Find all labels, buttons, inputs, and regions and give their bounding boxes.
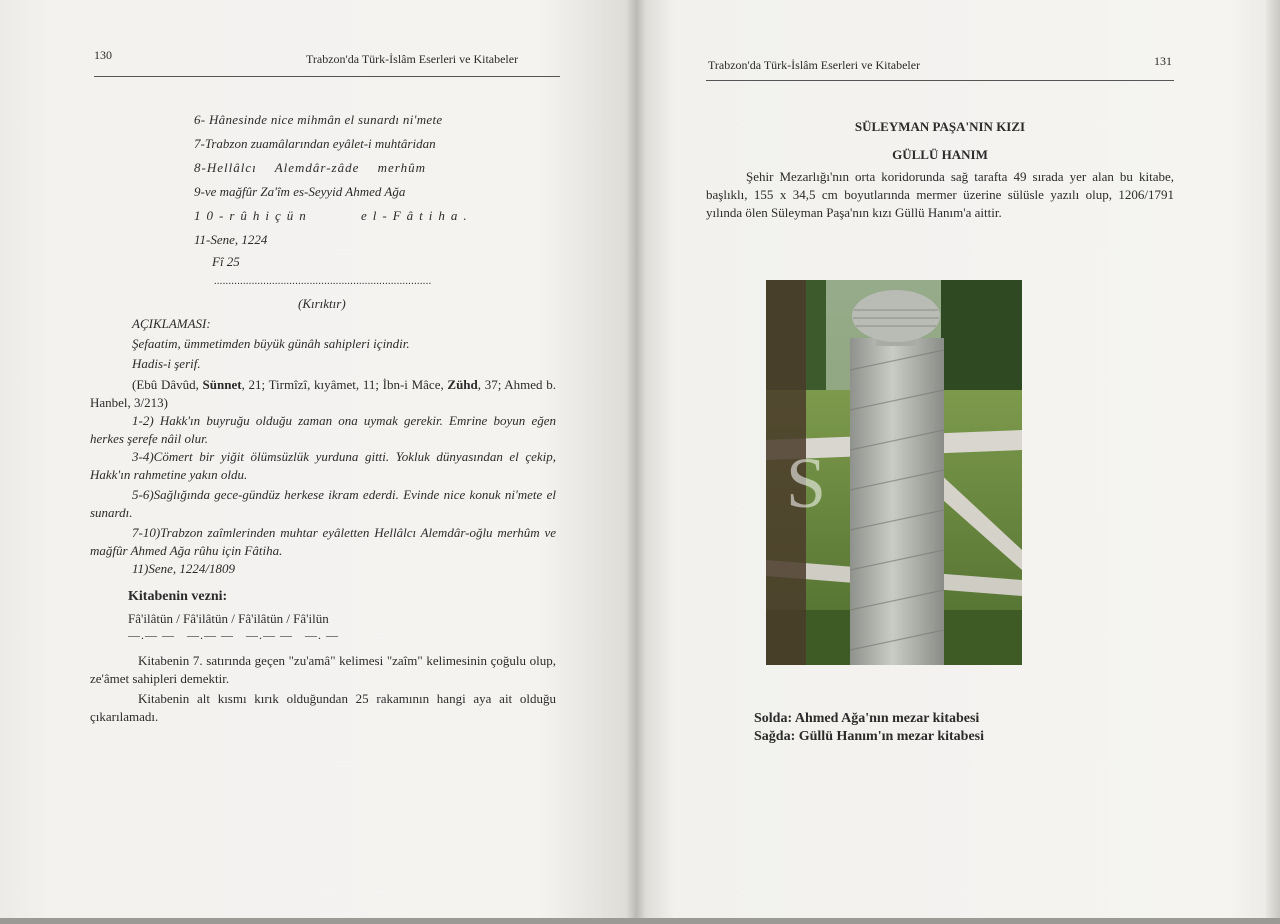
citation-part-3: , 37; Ahmed b. Hanbel, 3/213) [90, 377, 556, 410]
note-1-2 [90, 412, 556, 448]
explanation-line-2: Hadis-i şerif. [132, 356, 201, 371]
page-number-right: 131 [1154, 54, 1172, 68]
page-number-left: 130 [94, 48, 112, 62]
citation [90, 376, 556, 412]
meter-text: Fâ'ilâtün / Fâ'ilâtün / Fâ'ilâtün / Fâ'ilün [128, 611, 329, 626]
note-3-4-text: 3-4)Cömert bir yiğit ölümsüzlük yurduna gitti. Yokluk dünyasından el çekip, Hakk'ın rahmetine yakın oldu. [90, 449, 556, 482]
caption-line2: Sağda: Güllü Hanım'ın mezar kitabesi [754, 729, 984, 744]
photo-watermark-letter: S [786, 443, 827, 523]
note-5-6-text: 5-6)Sağlığında gece-gündüz herkese ikram ederdi. Evinde nice konuk ni'mete el sunardı. [90, 487, 556, 520]
running-head-right: Trabzon'da Türk-İslâm Eserleri ve Kitabeler [708, 58, 921, 72]
verse-line-6: 6- Hânesinde nice mihmân el sunardı ni'mete [194, 112, 443, 127]
citation-part-1: (Ebû Dâvûd, [132, 377, 203, 392]
book-gutter-shadow [626, 0, 646, 924]
left-page [0, 0, 636, 924]
page-edge-bottom [0, 918, 1280, 924]
note-7-10-text: 7-10)Trabzon zaîmlerinden muhtar eyâletten Hellâlcı Alemdâr-oğlu merhûm ve mağfûr Ahmed Ağa rûhu için Fâtiha. [90, 525, 556, 558]
verse-line-11: 11-Sene, 1224 [194, 232, 268, 247]
note-1-2-text: 1-2) Hakk'ın buyruğu olduğu zaman ona uymak gerekir. Emrine boyun eğen herkes şerefe nâil olur. [90, 413, 556, 446]
citation-sunnet: Sünnet [202, 377, 242, 392]
verse-line-7: 7-Trabzon zuamâlarından eyâlet-i muhtâridan [194, 136, 436, 151]
right-body-paragraph: Şehir Mezarlığı'nın orta koridorunda sağ tarafta 49 sırada yer alan bu kitabe, başlıklı, 155 x 34,5 cm boyutlarında mermer üzerine sülüsle yazılı olup, 1206/1791 yılında ölen Süleyman Paşa'nın kızı Güllü Hanım'a aittir. [706, 169, 1174, 220]
note-11 [90, 560, 556, 578]
caption-line1: Solda: Ahmed Ağa'nın mezar kitabesi [754, 711, 980, 726]
verse-line-fi: Fî 25 [212, 254, 240, 269]
citation-part-2: , 21; Tirmîzî, kıyâmet, 11; İbn-i Mâce, [241, 377, 448, 392]
section-title-line1: SÜLEYMAN PAŞA'NIN KIZI [854, 119, 1026, 134]
verse-line-9: 9-ve mağfûr Za'îm es-Seyyid Ahmed Ağa [194, 184, 406, 199]
meter-marks: —.— — —.— — —.— — —. — [128, 628, 339, 642]
gravestone-photo [766, 280, 1022, 665]
broken-note: (Kırıktır) [298, 296, 346, 311]
right-page [636, 0, 1280, 924]
verse-line-10: 10-rûhiçün el-Fâtiha. [194, 208, 473, 223]
section-title-line2: GÜLLÜ HANIM [892, 147, 988, 162]
note-3-4 [90, 448, 556, 484]
header-rule-right [706, 80, 1174, 81]
verse-line-8: 8-Hellâlcı Alemdâr-zâde merhûm [194, 160, 427, 175]
broken-dots: ........................................................................... [214, 276, 432, 287]
explanation-heading: AÇIKLAMASI: [132, 316, 211, 331]
meter-heading: Kitabenin vezni: [128, 589, 228, 604]
paragraph-broken: Kitabenin alt kısmı kırık olduğundan 25 rakamının hangi aya ait olduğu çıkarılamadı. [90, 691, 556, 724]
running-head-left: Trabzon'da Türk-İslâm Eserleri ve Kitabeler [306, 52, 519, 66]
paragraph-zuama: Kitabenin 7. satırında geçen "zu'amâ" kelimesi "zaîm" kelimesinin çoğulu olup, ze'âmet sahipleri demektir. [90, 653, 556, 686]
note-11-text: 11)Sene, 1224/1809 [132, 561, 236, 576]
note-7-10 [90, 524, 556, 560]
page-edge-right [1266, 0, 1280, 924]
citation-zuhd: Zühd [447, 377, 478, 392]
note-5-6 [90, 486, 556, 522]
explanation-line-1: Şefaatim, ümmetimden büyük günâh sahipleri içindir. [132, 336, 410, 351]
header-rule-left [94, 76, 560, 77]
